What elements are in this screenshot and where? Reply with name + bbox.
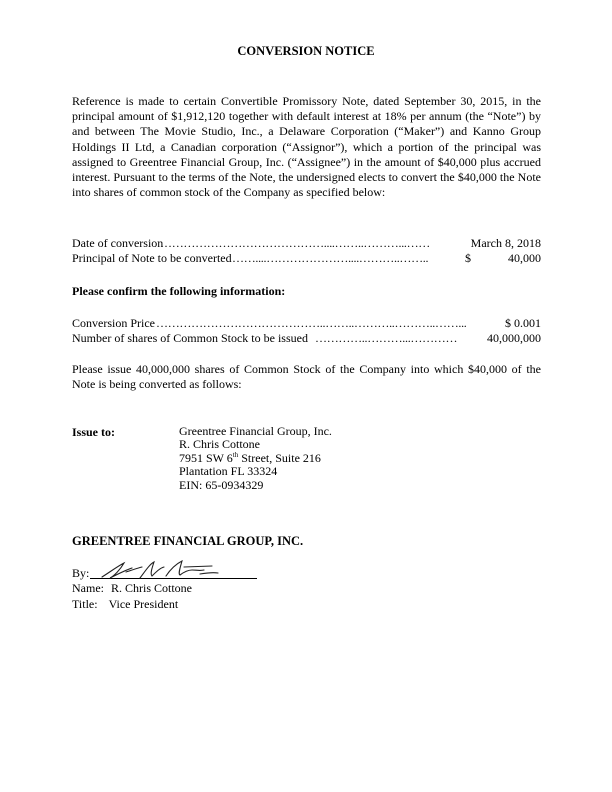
- name-line: [72, 581, 192, 596]
- title-label: Title:: [72, 597, 98, 611]
- shares-label: Number of shares of Common Stock to be issued: [72, 331, 308, 345]
- principal-label: Principal of Note to be converted: [72, 251, 232, 265]
- street-rest: Street, Suite 216: [238, 450, 321, 465]
- conversion-price-leader: ……………………………………..……..………..………..……...: [156, 316, 467, 330]
- name-label: Name:: [72, 581, 104, 595]
- intro-paragraph: Reference is made to certain Convertible Promissory Note, dated September 30, 2015, in the principal amount of $1,912,120 together with default interest at 18% per annum (the “Note”) by and between The Movie Studio, Inc., a Delaware Corporation (“Maker”) and Kanno Group Holdings II Ltd, a Canadian corporation (“Assignor”), which a portion of the principal was assigned to Greentree Financial Group, Inc. (“Assignee”) in the amount of $40,000 plus accrued interest. Pursuant to the terms of the Note, the undersigned elects to convert the $40,000 the Note into shares of common stock of the Company as specified below:: [72, 94, 541, 200]
- by-label: By:: [72, 566, 90, 580]
- date-of-conversion-label: Date of conversion: [72, 236, 164, 250]
- shares-leader: …………..………...…………: [315, 331, 458, 345]
- conversion-price-label: Conversion Price: [72, 316, 155, 330]
- shares-value: 40,000,000: [487, 331, 541, 345]
- issue-to-contact: R. Chris Cottone: [179, 437, 261, 452]
- document-title: CONVERSION NOTICE: [237, 44, 375, 58]
- confirm-heading: Please confirm the following information:: [72, 284, 286, 298]
- title-value: Vice President: [108, 597, 179, 611]
- issue-to-ein: EIN: 65-0934329: [179, 477, 264, 492]
- date-of-conversion-row: [72, 236, 541, 251]
- street-number: 7951 SW 6: [179, 450, 233, 465]
- date-of-conversion-leader: ……………………………………....……..………...……: [160, 236, 431, 250]
- conversion-price-value: $ 0.001: [505, 316, 541, 330]
- principal-value: 40,000: [508, 251, 541, 265]
- issue-to-name: Greentree Financial Group, Inc.: [179, 424, 332, 438]
- street-ordinal: th: [232, 450, 239, 459]
- shares-row: [72, 331, 541, 346]
- principal-currency: $: [465, 251, 471, 265]
- issue-to-city: Plantation FL 33324: [179, 464, 278, 479]
- issue-to-street: [179, 452, 332, 465]
- issue-paragraph: Please issue 40,000,000 shares of Common Stock of the Company into which $40,000 of the Note is being converted as follows:: [72, 362, 541, 392]
- name-value: R. Chris Cottone: [111, 581, 193, 595]
- principal-leader: ……....…………………....………..……..: [232, 251, 429, 265]
- issue-to-address: [179, 425, 332, 492]
- conversion-price-row: [72, 316, 541, 331]
- handwritten-signature: [100, 558, 220, 582]
- date-of-conversion-value: March 8, 2018: [470, 236, 541, 250]
- signatory-company: GREENTREE FINANCIAL GROUP, INC.: [72, 534, 304, 548]
- issue-to-label: Issue to:: [72, 425, 116, 439]
- principal-row: [72, 251, 541, 266]
- title-line: [72, 597, 178, 612]
